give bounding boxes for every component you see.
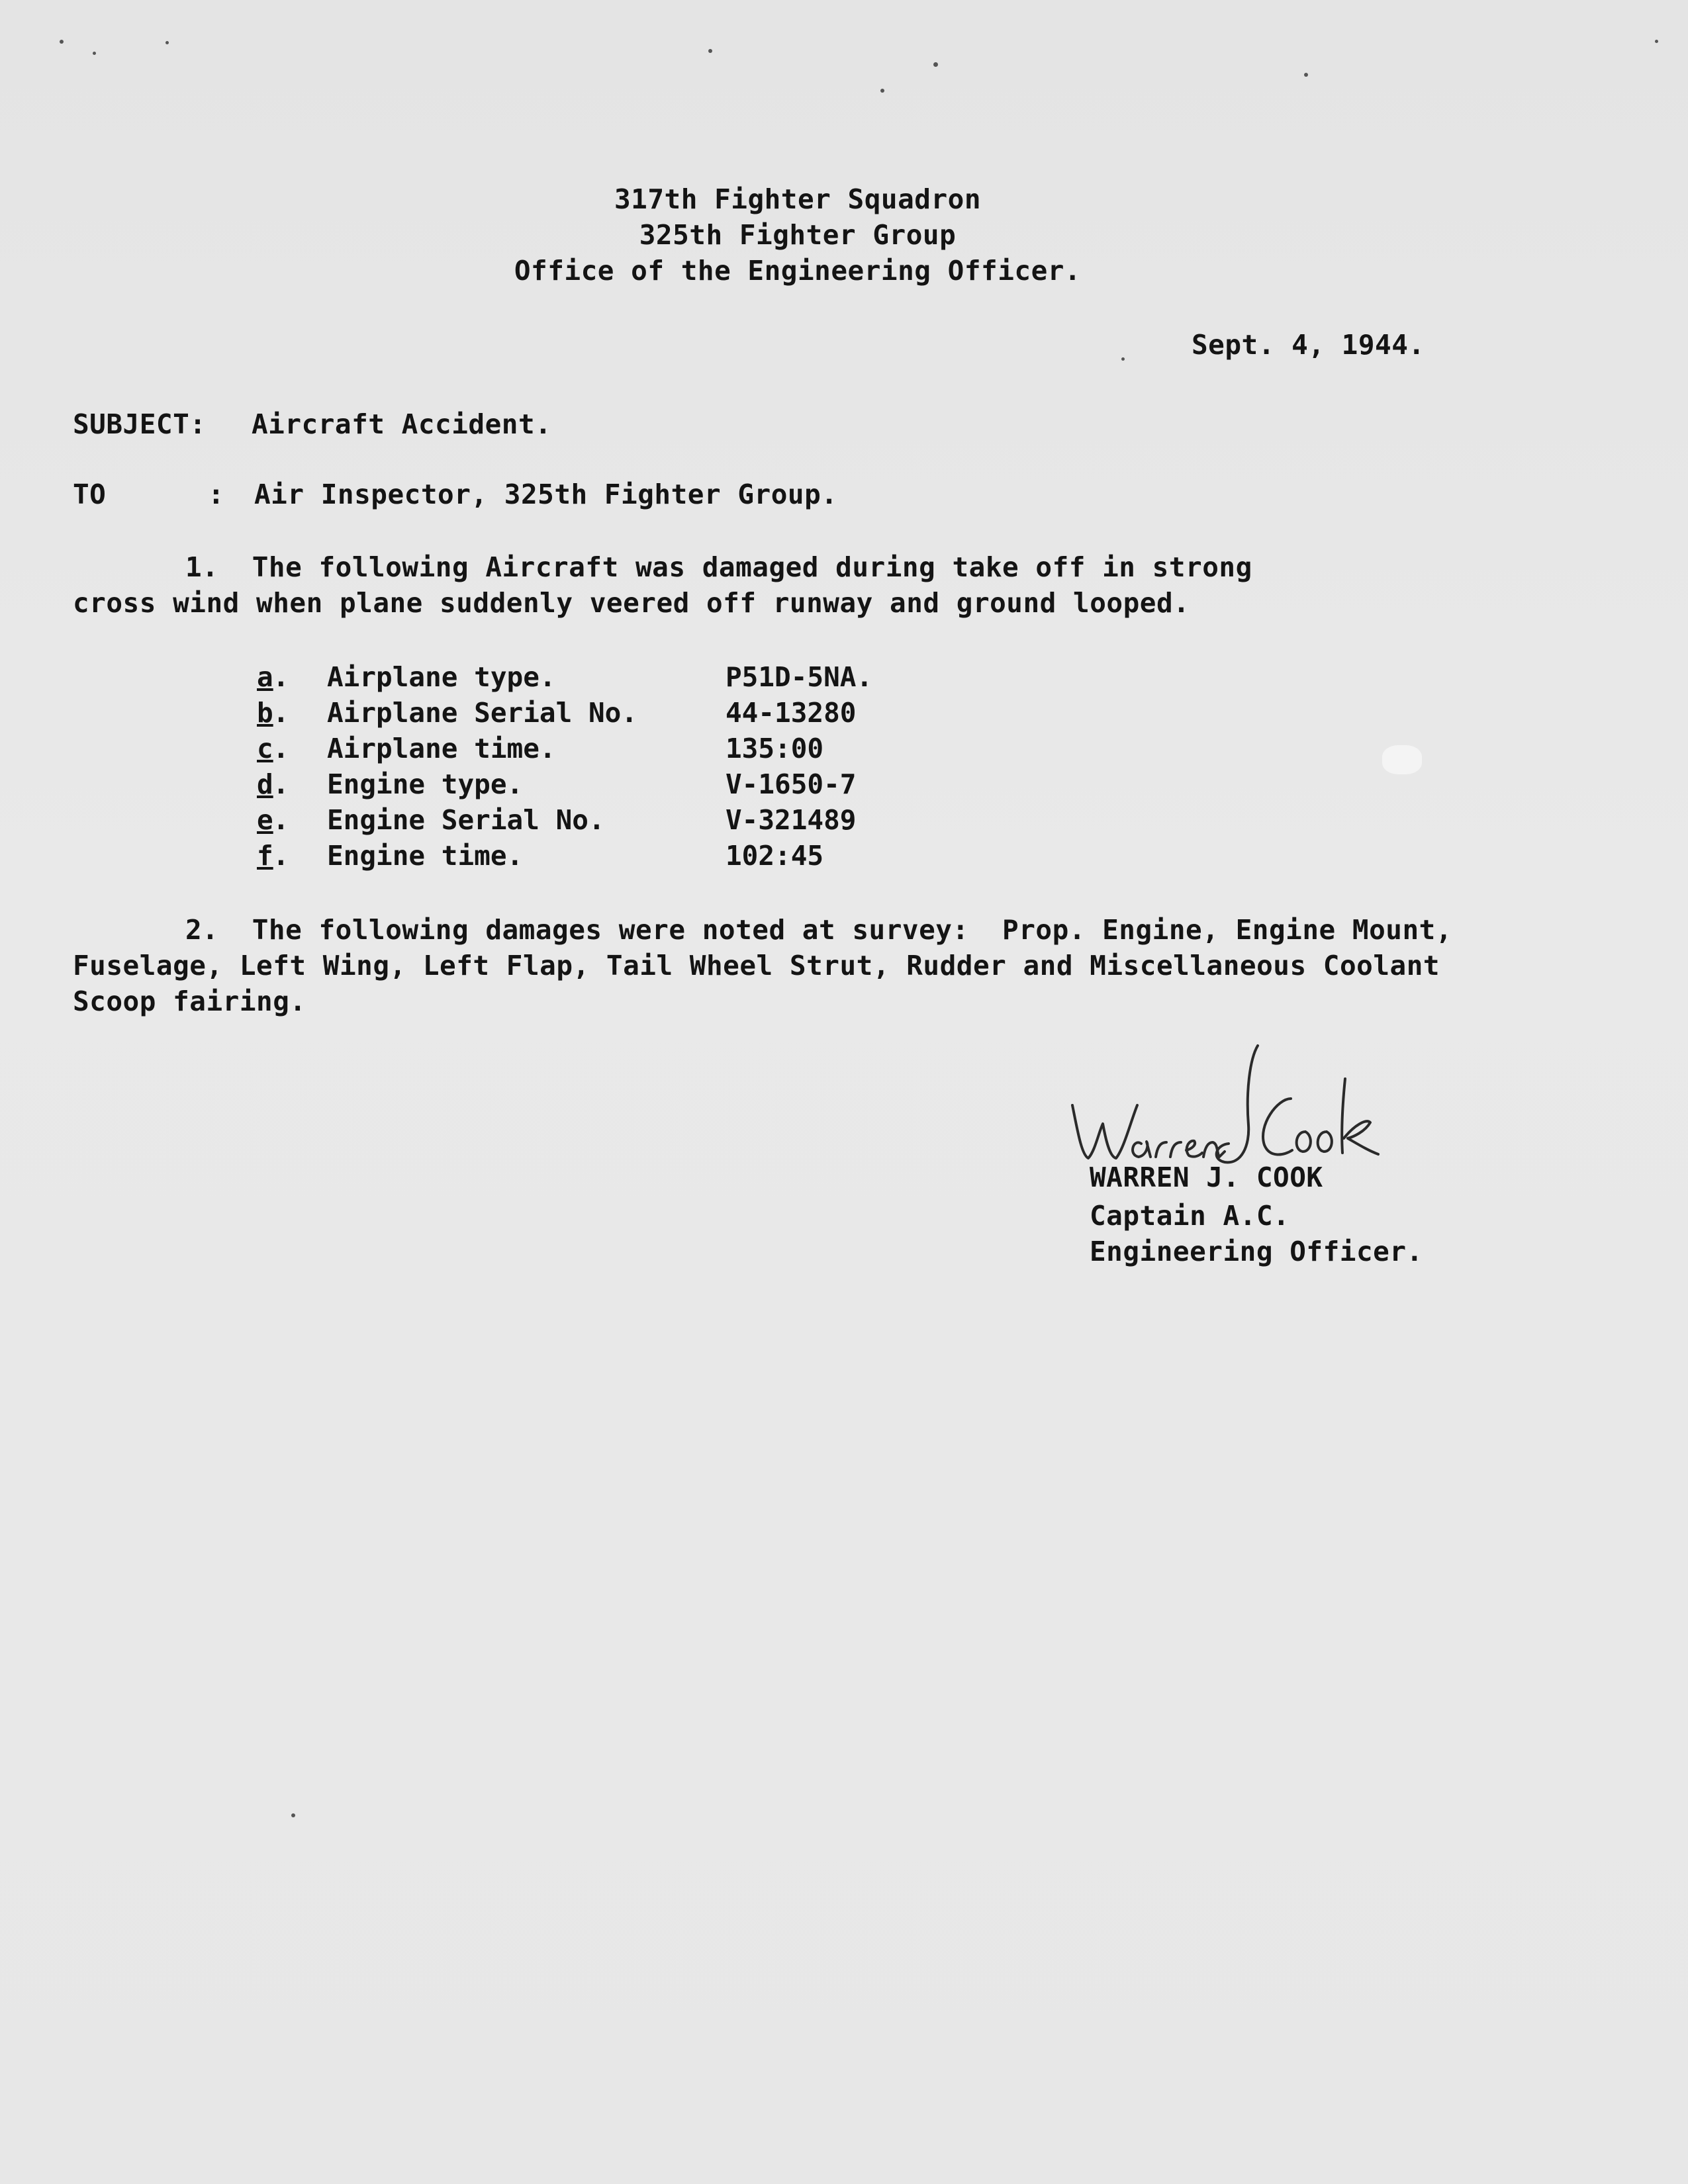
scan-speck: [933, 62, 938, 67]
scan-speck: [1655, 40, 1658, 43]
subject-value: Aircraft Accident.: [252, 408, 552, 440]
scan-speck: [1304, 73, 1308, 77]
to-label: TO: [73, 478, 107, 510]
paragraph-1-line-1: 1. The following Aircraft was damaged during take off in strong: [185, 551, 1252, 583]
item-value: 102:45: [726, 840, 824, 872]
item-label: Engine time.: [327, 840, 524, 872]
item-value: P51D-5NA.: [726, 661, 873, 693]
to-value: Air Inspector, 325th Fighter Group.: [254, 478, 838, 510]
letterhead-group: 325th Fighter Group: [639, 219, 957, 251]
paragraph-2-line-1: 2. The following damages were noted at survey: Prop. Engine, Engine Mount,: [185, 914, 1452, 946]
signer-title: Engineering Officer.: [1090, 1236, 1423, 1267]
scan-speck: [1121, 357, 1125, 361]
item-letter: c: [257, 733, 273, 764]
item-value: 135:00: [726, 733, 824, 764]
item-letter: f: [257, 840, 273, 872]
letterhead-office: Office of the Engineering Officer.: [514, 255, 1082, 287]
letterhead-squadron: 317th Fighter Squadron: [614, 183, 982, 215]
letterhead: [424, 181, 1172, 289]
scan-speck: [165, 41, 169, 44]
item-label: Engine Serial No.: [327, 804, 605, 836]
scan-speck: [1382, 745, 1422, 774]
item-label: Airplane type.: [327, 661, 556, 693]
item-label: Engine type.: [327, 768, 524, 800]
item-letter: b: [257, 697, 273, 729]
subject-label: SUBJECT:: [73, 408, 207, 440]
document-date: Sept. 4, 1944.: [1192, 329, 1425, 361]
scan-speck: [60, 40, 64, 44]
signer-rank: Captain A.C.: [1090, 1200, 1290, 1232]
item-label: Airplane time.: [327, 733, 556, 764]
paragraph-2-line-3: Scoop fairing.: [73, 985, 306, 1017]
scan-speck: [880, 89, 884, 93]
item-value: 44-13280: [726, 697, 857, 729]
item-value: V-321489: [726, 804, 857, 836]
paragraph-2-line-2: Fuselage, Left Wing, Left Flap, Tail Wheel Strut, Rudder and Miscellaneous Coolant: [73, 950, 1440, 981]
scan-speck: [291, 1813, 295, 1817]
item-letter: d: [257, 768, 273, 800]
item-letter: a: [257, 661, 273, 693]
paragraph-1-line-2: cross wind when plane suddenly veered off runway and ground looped.: [73, 587, 1190, 619]
item-label: Airplane Serial No.: [327, 697, 637, 729]
signer-name: WARREN J. COOK: [1090, 1161, 1323, 1193]
scan-speck: [708, 49, 712, 53]
scan-speck: [93, 52, 96, 55]
item-letter: e: [257, 804, 273, 836]
document-page: 317th Fighter Squadron 325th Fighter Group Office of the Engineering Officer. Sept. 4, 1944. SUBJECT: Aircraft Accident. TO : Air Inspector, 325th Fighter Group. 1. The following Aircraft was damaged during take off in strong cross wind when plane suddenly veered off runway and ground looped. a . Airplane type. P51D-5NA. b . Airplane Serial No. 44-13280 c . Airplane time. 135:00 d . Engine type. V-1650-7 e . Engine Serial No. V-321489 f . Engine time. 102:45 2. The following damages were noted at survey: Prop. Engine, Engine Mount, Fuselage, Left Wing, Left Flap, Tail Wheel Strut, Rudder and Miscellaneous Coolant Scoop fairing. WARREN J. COOK Captain A.C. Engineering Officer.: [0, 0, 1688, 2184]
item-value: V-1650-7: [726, 768, 857, 800]
to-colon: :: [208, 478, 225, 510]
